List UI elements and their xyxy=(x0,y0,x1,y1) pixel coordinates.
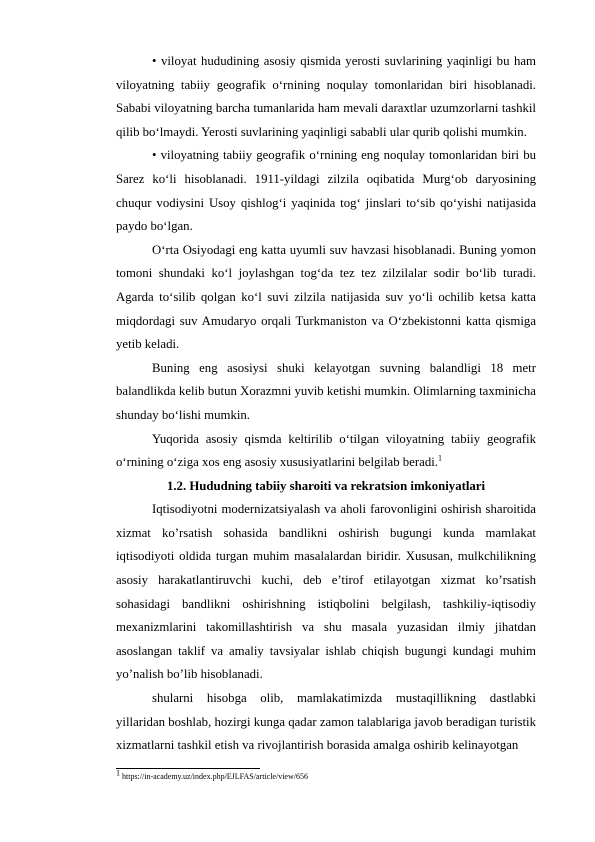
paragraph-central-asia-reservoir: O‘rta Osiyodagi eng katta uyumli suv havzasi hisoblanadi. Buning yomon tomoni shundaki ko‘l joylashgan tog‘da tez tez zilzilalar sodir bo‘lib turadi. Agarda to‘silib qolgan ko‘l suvi zilzila natijasida suv yo‘li ochilib ketsa katta miqdordagi suv Amudaryo orqali Turkmaniston va O‘zbekistonni katta qismiga yetib keladi. xyxy=(116,242,536,352)
paragraph-service-sector: Iqtisodiyotni modernizatsiyalash va aholi farovonligini oshirish sharoitida xizmat ko’rsatish sohasida bandlikni oshirish bugungi kunda mamlakat iqtisodiyoti oldida turgan muhim masalalardan biridir. Xususan, mulkchilikning asosiy harakatlantiruvchi kuchi, deb e’tirof etilayotgan xizmat ko’rsatish sohasidagi bandlikni oshirishning istiqbolini belgilash, tashkiliy-iqtisodiy mexanizmlarini takomillashtirish va shu masala yuzasidan ilmiy jihatdan asoslangan taklif va amaliy tavsiyalar ishlab chiqish bugungi kundagi muhim yo’nalish bo’lib hisoblanadi. xyxy=(116,502,536,682)
footnote-divider xyxy=(116,768,260,769)
footnote-number: 1 xyxy=(116,768,120,778)
paragraph-summary xyxy=(116,428,536,475)
body-text xyxy=(116,50,536,758)
footnote-link[interactable]: https://in-academy.uz/index.php/EJLFAS/article/view/656 xyxy=(120,772,308,781)
paragraph-sarez-lake: • viloyatning tabiiy geografik o‘rnining eng noqulay tomonlaridan biri bu Sarez ko‘li hisoblanadi. 1911-yildagi zilzila oqibatida Murg‘ob daryosining chuqur vodiysini Usoy qishlog‘i yaqinida tog‘ jinslari to‘sib qo‘yishi natijasida paydo bo‘lgan. xyxy=(116,148,536,234)
section-heading: 1.2. Hududning tabiiy sharoiti va rekratsion imkoniyatlari xyxy=(166,478,486,493)
paragraph-independence-years: shularni hisobga olib, mamlakatimizda mustaqillikning dastlabki yillaridan boshlab, hozirgi kunga qadar zamon talablariga javob beradigan turistik xizmatlarni tashkil etish va rivojlantirish borasida amalga oshirib kelinayotgan xyxy=(116,691,536,753)
paragraph-water-height: Buning eng asosiysi shuki kelayotgan suvning balandligi 18 metr balandlikda kelib butun Xorazmni yuvib ketishi mumkin. Olimlarning taxminicha shunday bo‘lishi mumkin. xyxy=(116,360,536,422)
footnote xyxy=(116,768,308,782)
paragraph-groundwater: • viloyat hududining asosiy qismida yerosti suvlarining yaqinligi bu ham viloyatning tabiiy geografik o‘rnining noqulay tomonlaridan biri hisoblanadi. Sababi viloyatning barcha tumanlarida ham mevali daraxtlar uzumzorlarni tashkil qilib bo‘lmaydi. Yerosti suvlarining yaqinligi sababli ular qurib qolishi mumkin. xyxy=(116,54,536,139)
paragraph-summary-text: Yuqorida asosiy qismda keltirilib o‘tilgan viloyatning tabiiy geografik o‘rnining o‘ziga xos eng asosiy xususiyatlarini belgilab beradi. xyxy=(116,431,536,470)
footnote-reference[interactable]: 1 xyxy=(437,453,442,463)
